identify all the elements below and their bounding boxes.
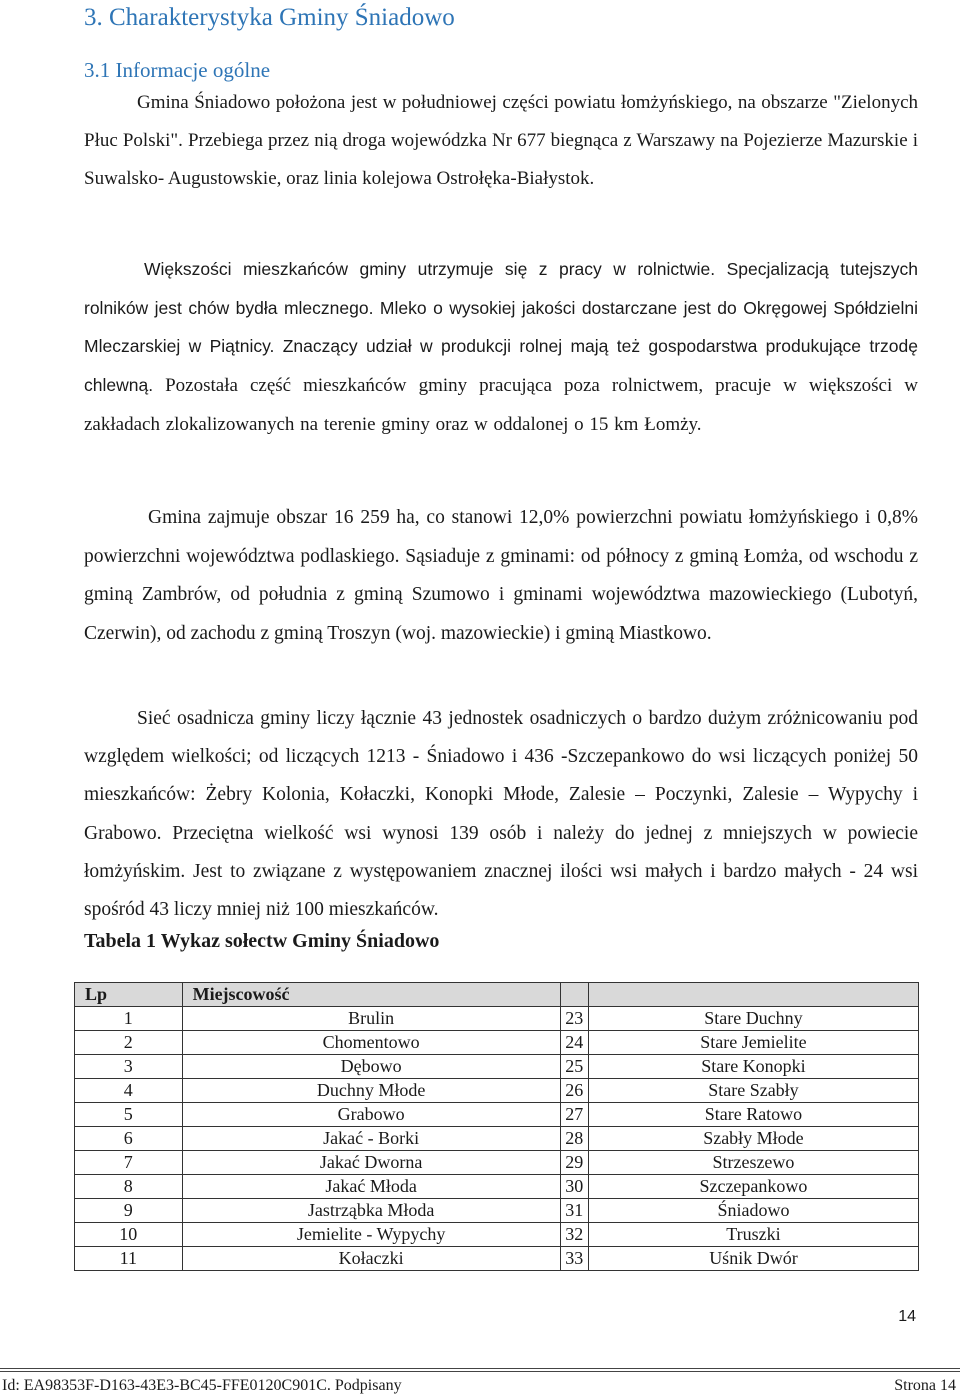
footer-divider [0,1368,960,1369]
paragraph-economy [84,250,918,445]
cell-miejscowosc: Jakać Dworna [182,1151,560,1175]
table-row [75,1007,919,1031]
table-row [75,1151,919,1175]
cell-miejscowosc: Jastrząbka Młoda [182,1199,560,1223]
header-miejscowosc-2 [588,983,918,1007]
table-row [75,1055,919,1079]
table-row [75,1031,919,1055]
table-row [75,1199,919,1223]
footer-divider-second [0,1371,960,1372]
cell-lp: 5 [75,1103,183,1127]
cell-lp-2: 32 [560,1223,588,1247]
cell-lp-2: 30 [560,1175,588,1199]
cell-lp: 10 [75,1223,183,1247]
cell-lp-2: 28 [560,1127,588,1151]
footer-document-id: Id: EA98353F-D163-43E3-BC45-FFE0120C901C. Podpisany [2,1377,402,1394]
cell-miejscowosc: Jakać - Borki [182,1127,560,1151]
cell-miejscowosc-2: Strzeszewo [588,1151,918,1175]
paragraph-location: Gmina Śniadowo położona jest w południowej części powiatu łomżyńskiego, na obszarze "Zielonych Płuc Polski". Przebiega przez nią droga wojewódzka Nr 677 biegnąca z Warszawy na Pojezierze Mazurskie i Suwalsko- Augustowskie, oraz linia kolejowa Ostrołęka-Białystok. [84,92,918,189]
cell-lp: 3 [75,1055,183,1079]
cell-miejscowosc-2: Stare Jemielite [588,1031,918,1055]
cell-miejscowosc-2: Stare Ratowo [588,1103,918,1127]
solectwa-table [74,982,919,1271]
page-number: 14 [898,1308,916,1325]
header-lp-2 [560,983,588,1007]
paragraph-economy-tail: Pozostała część mieszkańców gminy pracująca poza rolnictwem, pracuje w większości w zakładach zlokalizowanych na terenie gminy oraz w oddalonej o 15 km Łomży. [84,374,918,435]
cell-miejscowosc: Dębowo [182,1055,560,1079]
cell-lp: 2 [75,1031,183,1055]
cell-lp-2: 24 [560,1031,588,1055]
cell-miejscowosc-2: Uśnik Dwór [588,1247,918,1271]
cell-miejscowosc-2: Stare Szabły [588,1079,918,1103]
cell-lp: 9 [75,1199,183,1223]
cell-miejscowosc-2: Truszki [588,1223,918,1247]
section-subheading: 3.1 Informacje ogólne [84,58,271,82]
cell-lp-2: 27 [560,1103,588,1127]
cell-lp: 11 [75,1247,183,1271]
cell-miejscowosc: Jemielite - Wypychy [182,1223,560,1247]
header-lp: Lp [75,983,183,1007]
cell-miejscowosc: Jakać Młoda [182,1175,560,1199]
cell-lp-2: 33 [560,1247,588,1271]
table-row [75,1127,919,1151]
table-row [75,1175,919,1199]
cell-miejscowosc-2: Szabły Młode [588,1127,918,1151]
cell-lp: 4 [75,1079,183,1103]
header-miejscowosc: Miejscowość [182,983,560,1007]
cell-lp-2: 26 [560,1079,588,1103]
table-row [75,1103,919,1127]
table-caption: Tabela 1 Wykaz sołectw Gminy Śniadowo [84,930,440,952]
cell-lp-2: 23 [560,1007,588,1031]
cell-lp-2: 31 [560,1199,588,1223]
table-row [75,1247,919,1271]
cell-lp: 1 [75,1007,183,1031]
cell-miejscowosc: Chomentowo [182,1031,560,1055]
footer-page-label: Strona 14 [894,1377,956,1394]
cell-miejscowosc-2: Stare Konopki [588,1055,918,1079]
cell-miejscowosc: Grabowo [182,1103,560,1127]
cell-miejscowosc-2: Stare Duchny [588,1007,918,1031]
cell-miejscowosc-2: Śniadowo [588,1199,918,1223]
cell-lp: 8 [75,1175,183,1199]
paragraph-settlements: Sieć osadnicza gminy liczy łącznie 43 jednostek osadniczych o bardzo dużym zróżnicowaniu pod względem wielkości; od liczących 1213 - Śniadowo i 436 -Szczepankowo do wsi liczących poniżej 50 mieszkańców: Żebry Kolonia, Kołaczki, Konopki Młode, Zalesie – Poczynki, Zalesie – Wypychy i Grabowo. Przeciętna wielkość wsi wynosi 139 osób i należy do jednej z mniejszych w powiecie łomżyńskim. Jest to związane z występowaniem znacznej ilości wsi małych i bardzo małych - 24 wsi spośród 43 liczy mniej niż 100 mieszkańców. [84,708,918,921]
paragraph-economy-main: Większości mieszkańców gminy utrzymuje się z pracy w rolnictwie. Specjalizacją tutejszych rolników jest chów bydła mlecznego. Mleko o wysokiej jakości dostarczane jest do Okręgowej Spółdzielni Mleczarskiej w Piątnicy. Znaczący udział w produkcji rolnej mają też gospodarstwa produkujące trzodę chlewną. [84,259,918,395]
cell-lp-2: 29 [560,1151,588,1175]
table-row [75,1079,919,1103]
cell-lp: 6 [75,1127,183,1151]
cell-miejscowosc: Duchny Młode [182,1079,560,1103]
cell-miejscowosc: Kołaczki [182,1247,560,1271]
cell-lp-2: 25 [560,1055,588,1079]
paragraph-area: Gmina zajmuje obszar 16 259 ha, co stanowi 12,0% powierzchni powiatu łomżyńskiego i 0,8% powierzchni województwa podlaskiego. Sąsiaduje z gminami: od północy z gminą Łomża, od wschodu z gminą Zambrów, od południa z gminą Szumowo i gminami województwa mazowieckiego (Lubotyń, Czerwin), od zachodu z gminą Troszyn (woj. mazowieckie) i gminą Miastkowo. [84,507,918,644]
cell-miejscowosc: Brulin [182,1007,560,1031]
page-heading: 3. Charakterystyka Gminy Śniadowo [84,4,455,31]
table-header-row [75,983,919,1007]
table-row [75,1223,919,1247]
cell-lp: 7 [75,1151,183,1175]
cell-miejscowosc-2: Szczepankowo [588,1175,918,1199]
